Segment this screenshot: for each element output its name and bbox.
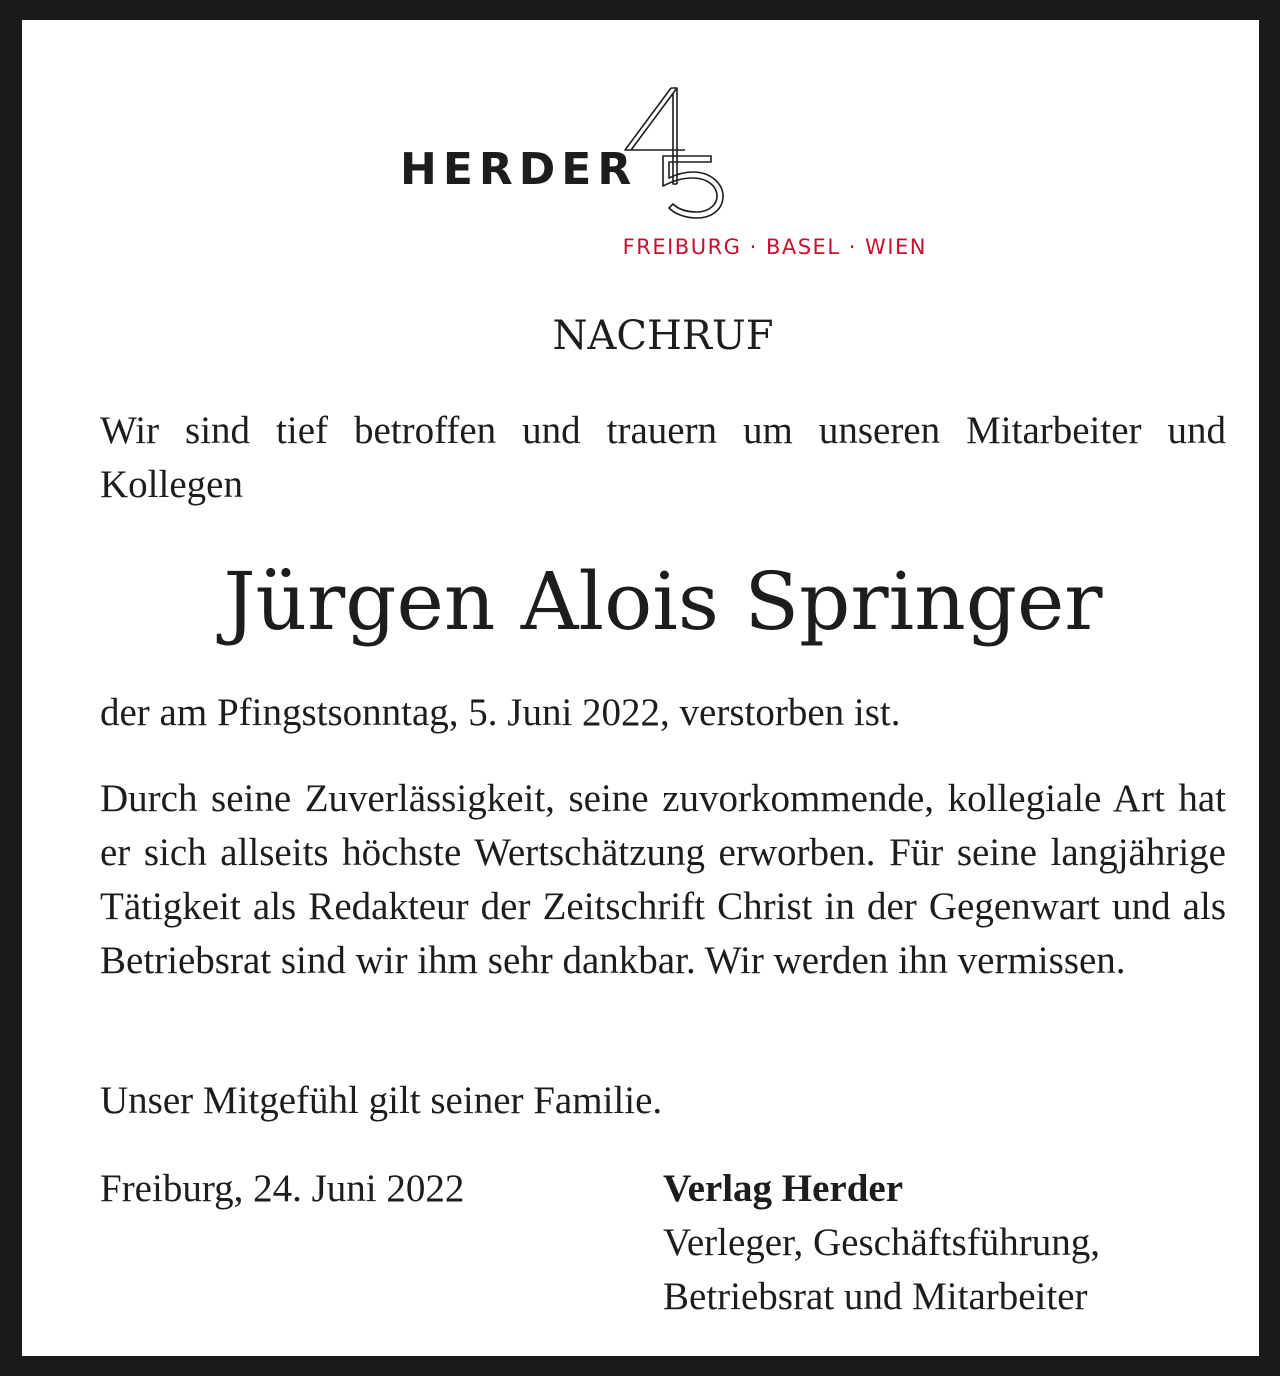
herder-logo — [400, 80, 940, 270]
place-date: Freiburg, 24. Juni 2022 — [100, 1167, 465, 1210]
tribute-paragraph: Durch seine Zuverlässigkeit, seine zuvorkommende, kollegiale Art hat er sich allseits höchste Wertschätzung erworben. Für seine langjährige Tätigkeit als Redakteur der Zeitschrift Christ in der Gegenwart und als Betriebsrat sind wir ihm sehr dankbar. Wir werden ihn vermissen. — [100, 777, 1226, 982]
logo-cities: FREIBURG · BASEL · WIEN — [622, 235, 927, 259]
herder-45-mark-icon — [615, 80, 725, 220]
signature-org: Verlag Herder — [663, 1167, 904, 1210]
condolence-text: Unser Mitgefühl gilt seiner Familie. — [100, 1079, 663, 1122]
page-title: NACHRUF — [552, 313, 774, 359]
death-notice: der am Pfingstsonntag, 5. Juni 2022, verstorben ist. — [100, 691, 901, 734]
signature-line-1: Verleger, Geschäftsführung, — [663, 1221, 1101, 1264]
deceased-name: Jürgen Alois Springer — [223, 555, 1103, 648]
signature-block — [663, 1162, 1100, 1324]
logo-wordmark: HERDER — [400, 144, 638, 195]
obituary-notice — [22, 20, 1259, 1356]
signature-line-2: Betriebsrat und Mitarbeiter — [663, 1275, 1088, 1318]
intro-text: Wir sind tief betroffen und trauern um unseren Mitarbeiter und Kollegen — [100, 409, 1226, 506]
